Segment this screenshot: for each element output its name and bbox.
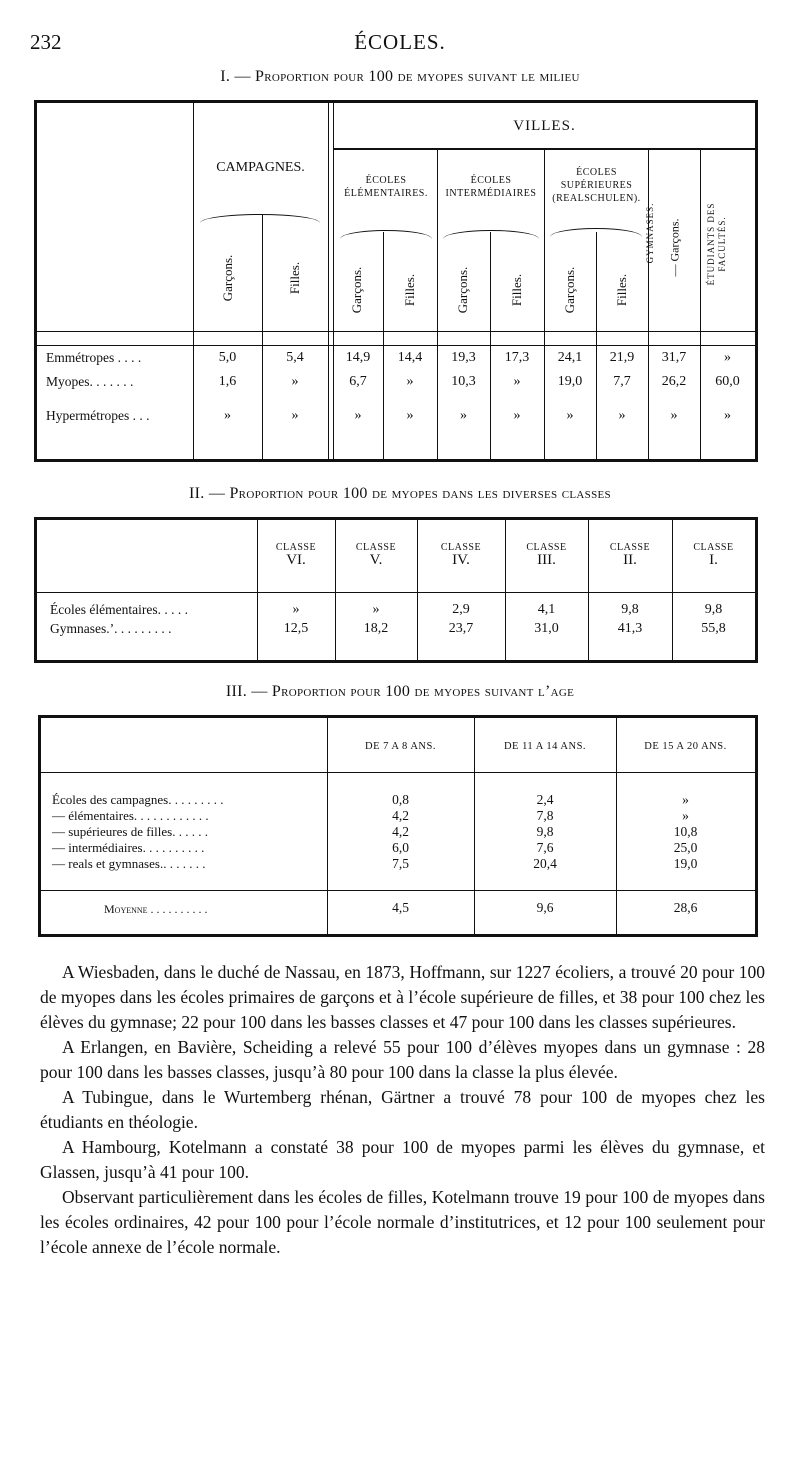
table1-cell: 60,0 <box>715 374 740 389</box>
table3-title: III. — Proportion pour 100 de myopes suivant l’age <box>225 683 575 700</box>
table1-cell: 1,6 <box>218 374 237 389</box>
table1-cell: » <box>291 374 299 389</box>
sub-garcons-campagnes: Garçons. <box>220 254 235 302</box>
table3-moyenne-cell: 4,5 <box>392 900 409 915</box>
table1-row-label: Hypermétropes . . . <box>46 408 150 423</box>
table1-cell: » <box>406 374 414 389</box>
table2-cell: » <box>372 602 380 617</box>
sub-garcons-gym: — Garçons. <box>667 218 682 277</box>
group-intermediaires: ÉCOLES INTERMÉDIAIRES <box>445 175 537 199</box>
sub-filles-campagnes: Filles. <box>287 261 302 295</box>
paragraph-hambourg: A Hambourg, Kotelmann a constaté 38 pour 100 de myopes parmi les élèves du gymnase, et Glassen, jusqu’à 41 pour 100. <box>40 1137 765 1182</box>
table1-cell: » <box>406 408 414 423</box>
table2-cell: 2,9 <box>452 602 470 617</box>
sub-filles-sup: Filles. <box>614 273 629 307</box>
table3-cell: 25,0 <box>673 840 698 855</box>
table2-row-label: Gymnases.’. . . . . . . . . <box>50 621 172 636</box>
table1-cell: » <box>513 374 521 389</box>
table3-cell: 19,0 <box>673 856 698 871</box>
table1-row-label: Emmétropes . . . . <box>46 350 142 365</box>
table2-col-num: V. <box>369 552 383 568</box>
paragraph-tubingue: A Tubingue, dans le Wurtemberg rhénan, Gärtner a trouvé 78 pour 100 de myopes chez les étudiants en théologie. <box>40 1087 765 1132</box>
table1-cell: » <box>513 408 521 423</box>
table1-cell: » <box>724 408 731 423</box>
table2-cell: 9,8 <box>621 602 639 617</box>
sub-filles-elem: Filles. <box>402 273 417 307</box>
table1-row-label: Myopes. . . . . . . <box>46 374 134 389</box>
table2-col-num: I. <box>709 552 718 568</box>
table1-title: I. — Proportion pour 100 de myopes suivant le milieu <box>220 68 580 85</box>
paragraph-kotelmann: Observant particulièrement dans les écoles de filles, Kotelmann trouve 19 pour 100 de myopes dans les écoles ordinaires, 42 pour 100 pour l’école normale d’institutrices, et 12 pour 100 seulement pour l’école annexe de l’école normale. <box>40 1187 765 1257</box>
table2-cell: 41,3 <box>617 621 643 636</box>
sub-garcons-elem: Garçons. <box>349 266 364 314</box>
table3-cell: 7,6 <box>536 840 554 855</box>
table1-cell: 21,9 <box>609 350 635 365</box>
table3-row-label: — intermédiaires. . . . . . . . . . <box>52 840 205 855</box>
group-superieures: ÉCOLES SUPÉRIEURES (REALSCHULEN). <box>552 167 641 204</box>
table1-cell: 14,9 <box>345 350 371 365</box>
table3-row-label: — élémentaires. . . . . . . . . . . . <box>52 808 209 823</box>
table3-cell: 20,4 <box>533 856 557 871</box>
table2-col-num: IV. <box>452 552 470 568</box>
table1-cell: » <box>291 408 299 423</box>
table1-cell: 7,7 <box>613 374 631 389</box>
table1-cell: 17,3 <box>504 350 530 365</box>
table2-col-top: CLASSE <box>275 542 317 553</box>
table2-cell: 18,2 <box>363 621 389 636</box>
table1-cell: » <box>724 350 731 365</box>
table3-cell: 4,2 <box>392 824 409 839</box>
table2-cell: 31,0 <box>534 621 559 636</box>
table2-cell: 4,1 <box>537 602 556 617</box>
table2-col-num: VI. <box>286 552 306 568</box>
table3-cell: 7,5 <box>392 856 409 871</box>
table2 <box>34 517 758 663</box>
table1-cell: » <box>670 408 678 423</box>
table3-cell: 0,8 <box>392 792 409 807</box>
table3-moyenne-cell: 9,6 <box>536 900 554 915</box>
table3-cell: 9,8 <box>536 824 554 839</box>
table3-row-label: — reals et gymnases.. . . . . . . <box>52 856 206 871</box>
table1-cell: » <box>618 408 626 423</box>
campagnes-header: CAMPAGNES. <box>216 160 305 175</box>
table1-cell: 31,7 <box>661 350 687 365</box>
page-number: 232 <box>30 30 62 54</box>
table1-cell: 6,7 <box>349 374 367 389</box>
gymnases-header: GYMNASES. <box>645 202 655 264</box>
table2-col-top: CLASSE <box>440 542 482 553</box>
table1-cell: 19,0 <box>557 374 583 389</box>
table3-cell: 7,8 <box>536 808 554 823</box>
table1-cell: 24,1 <box>557 350 583 365</box>
table2-col-top: CLASSE <box>526 542 567 553</box>
table2-col-num: II. <box>623 552 637 568</box>
table3-col-header: DE 15 A 20 ANS. <box>644 741 727 752</box>
table3-moyenne-label: Moyenne . . . . . . . . . . <box>104 902 208 916</box>
villes-header: VILLES. <box>513 118 576 134</box>
table2-cell: » <box>292 602 300 617</box>
sub-filles-inter: Filles. <box>509 273 524 307</box>
table2-col-num: III. <box>537 552 556 568</box>
page-title: ÉCOLES. <box>354 30 446 54</box>
table1-cell: » <box>460 408 467 423</box>
table2-cell: 12,5 <box>283 621 309 636</box>
paragraph-erlangen: A Erlangen, en Bavière, Scheiding a relevé 55 pour 100 d’élèves myopes dans un gymnase : 28 pour 100 dans les basses classes, jusqu’à 80 pour 100 dans la classe la plus élevée. <box>40 1037 765 1082</box>
table3-col-header: DE 7 A 8 ANS. <box>365 741 436 752</box>
table2-col-top: CLASSE <box>609 542 651 553</box>
table1-cell: 14,4 <box>397 350 423 365</box>
table3-col-header: DE 11 A 14 ANS. <box>503 741 587 752</box>
table1-cell: 26,2 <box>661 374 687 389</box>
table3-cell: 10,8 <box>673 824 698 839</box>
table1-cell: » <box>566 408 574 423</box>
table3-row-label: — supérieures de filles. . . . . . <box>52 824 208 839</box>
table2-title: II. — Proportion pour 100 de myopes dans les diverses classes <box>189 485 611 502</box>
table1-cell: 10,3 <box>451 374 476 389</box>
table3-row-label: Écoles des campagnes. . . . . . . . . <box>52 792 224 807</box>
table3-moyenne-cell: 28,6 <box>673 900 698 915</box>
table3-cell: 4,2 <box>392 808 409 823</box>
table2-cell: 55,8 <box>701 621 726 636</box>
table3-cell: » <box>682 792 689 807</box>
table1-cell: 19,3 <box>451 350 476 365</box>
table1-cell: 5,0 <box>218 350 237 365</box>
body-text <box>40 960 765 1260</box>
table2-row-label: Écoles élémentaires. . . . . <box>50 602 188 617</box>
sub-garcons-inter: Garçons. <box>455 266 470 314</box>
table3-cell: 6,0 <box>392 840 409 855</box>
sub-garcons-sup: Garçons. <box>562 266 577 314</box>
table2-cell: 23,7 <box>448 621 474 636</box>
group-elementaires: ÉCOLES ÉLÉMENTAIRES. <box>344 175 428 199</box>
table2-col-top: CLASSE <box>355 542 397 553</box>
table3-cell: 2,4 <box>536 792 554 807</box>
paragraph-wiesbaden: A Wiesbaden, dans le duché de Nassau, en 1873, Hoffmann, sur 1227 écoliers, a trouvé 20 pour 100 de myopes dans les écoles primaires de garçons et à l’école supérieure de filles, et 38 pour 100 chez les élèves du gymnase; 22 pour 100 dans les basses classes et 47 pour 100 dans les classes supérieures. <box>40 962 765 1032</box>
table1-cell: 5,4 <box>286 350 304 365</box>
table1-cell: » <box>354 408 362 423</box>
table2-col-top: CLASSE <box>693 542 734 553</box>
table1-cell: » <box>224 408 231 423</box>
etudiants-header: ÉTUDIANTS DES FACULTÉS. <box>706 202 727 286</box>
table2-cell: 9,8 <box>704 602 723 617</box>
table3-cell: » <box>682 808 689 823</box>
